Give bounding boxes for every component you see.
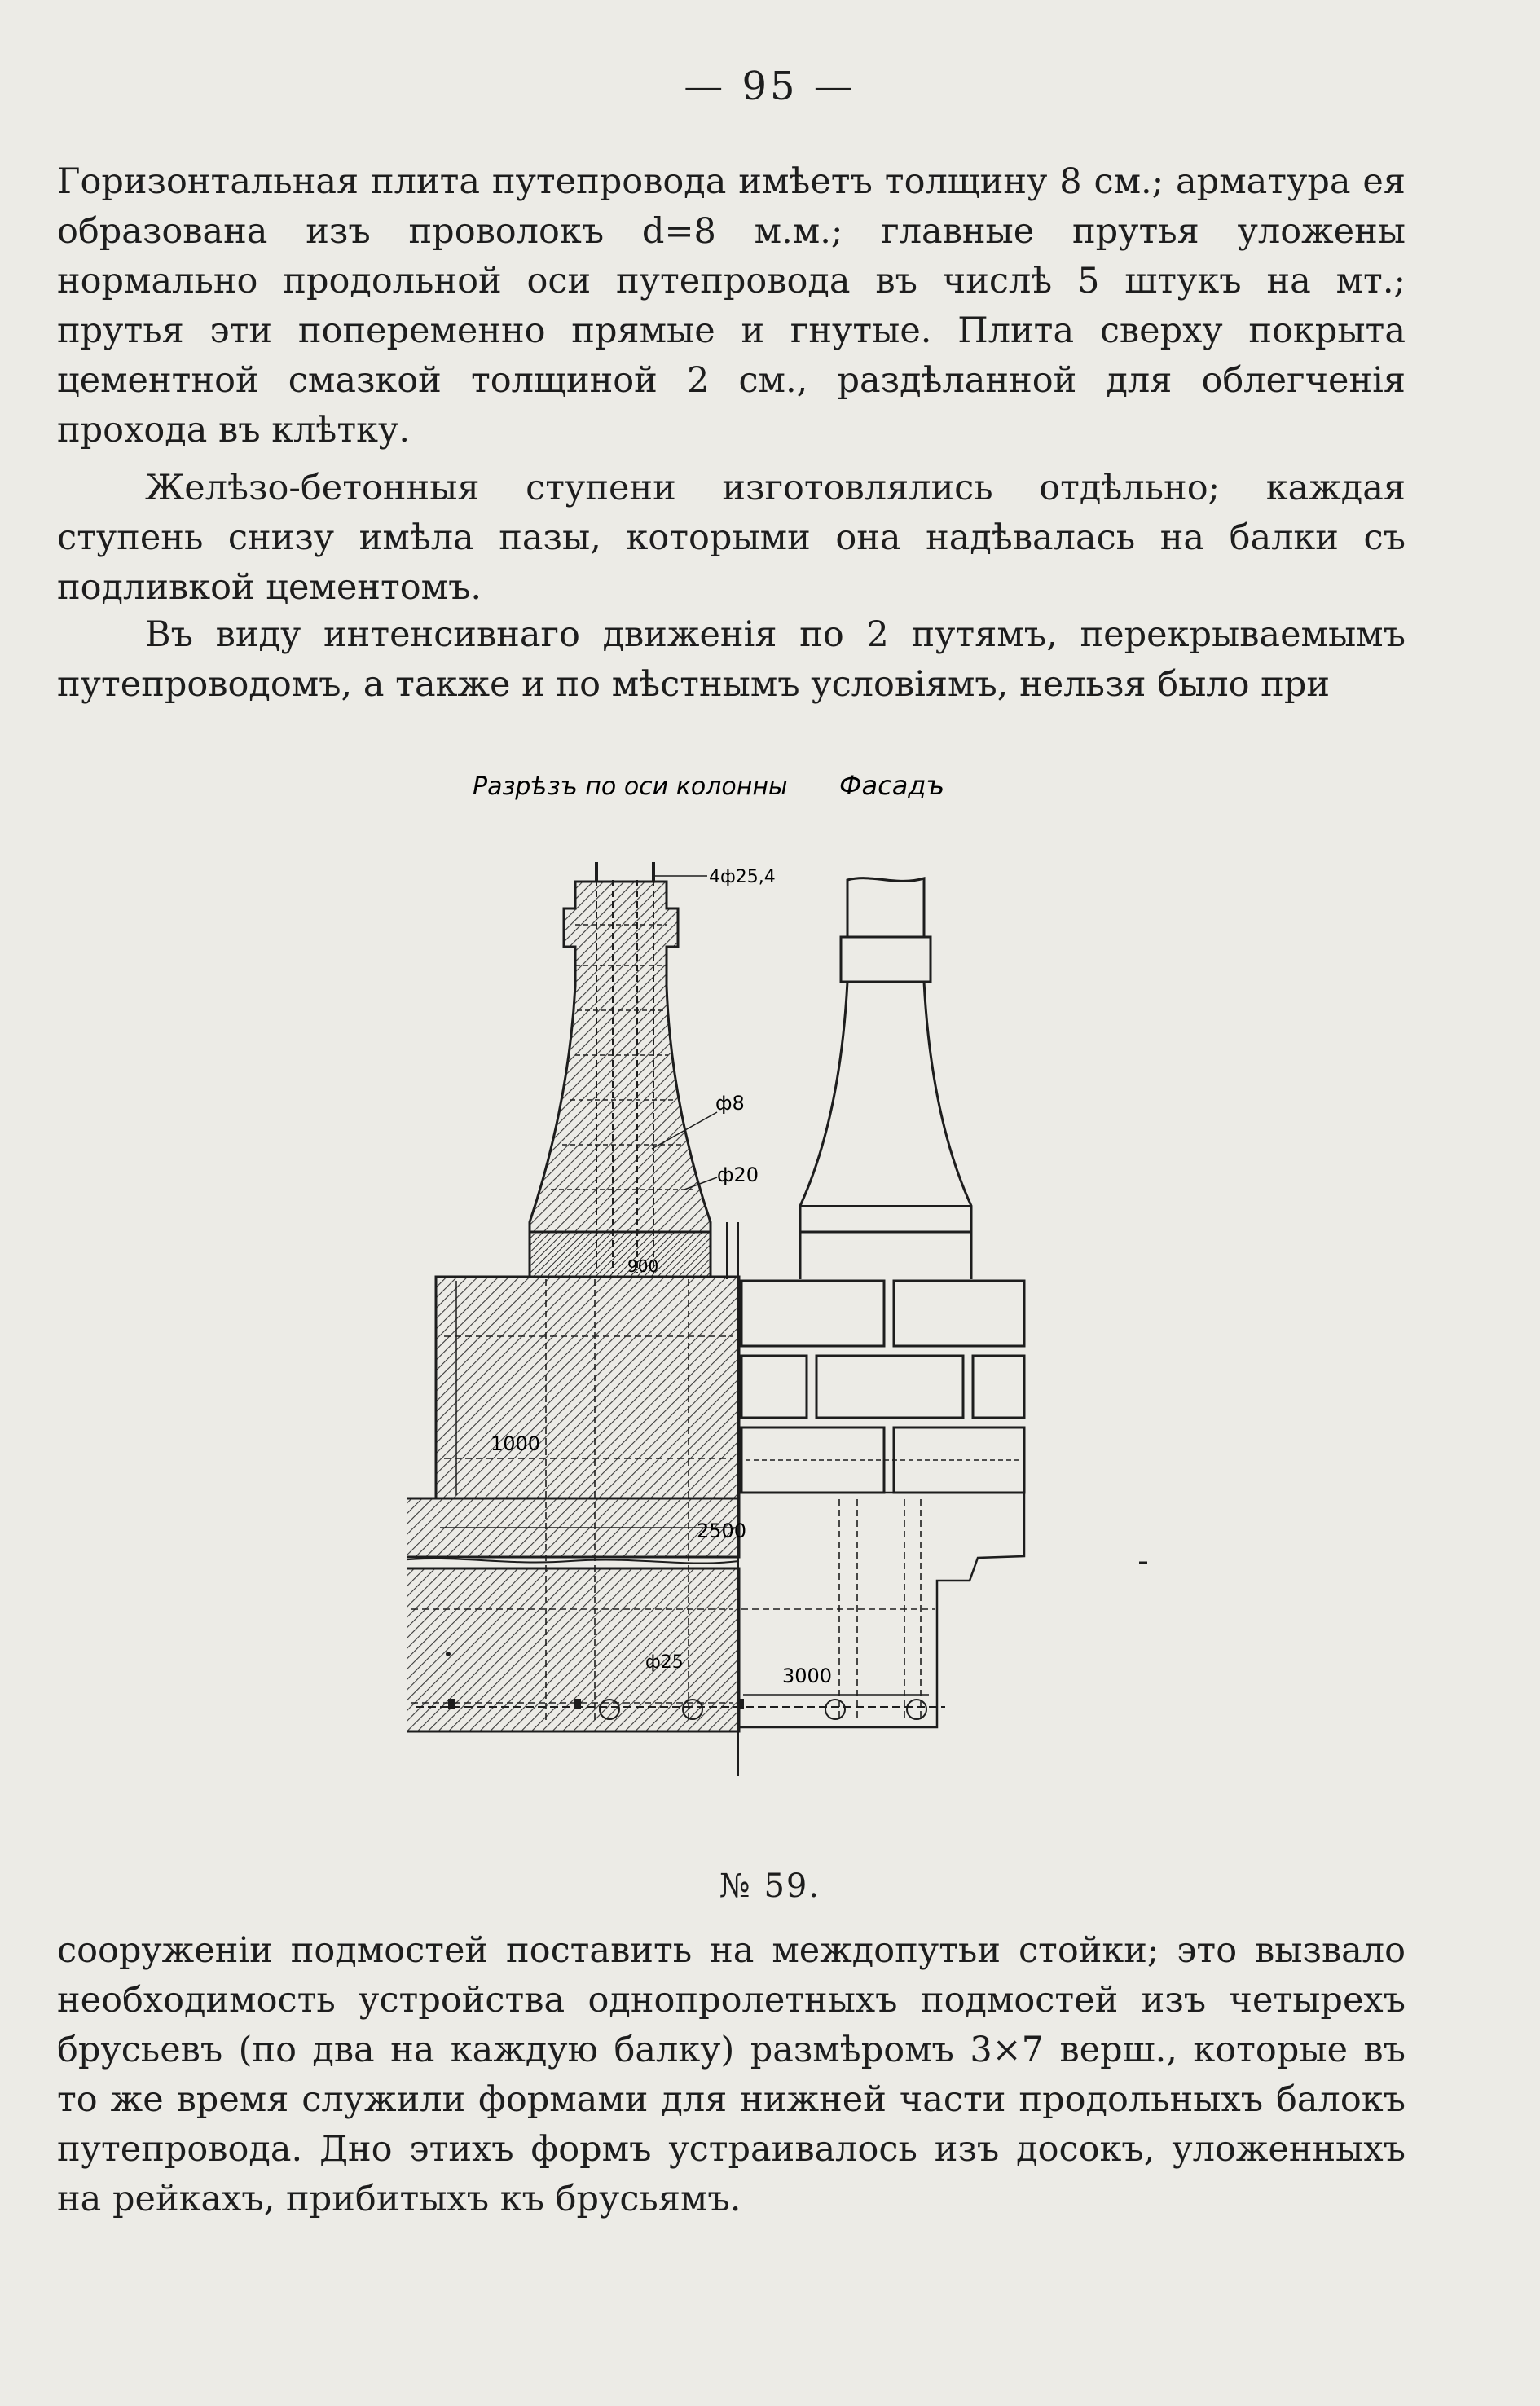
rebar-phi20-label: ф20 — [717, 1163, 759, 1186]
column-drawing-figure — [407, 766, 1222, 1858]
width-900-label: 900 — [627, 1256, 659, 1276]
width-3000-label: 3000 — [782, 1665, 833, 1687]
facade-caption: Фасадъ — [839, 770, 945, 801]
section-caption: Разрѣзъ по оси колонны — [473, 772, 788, 801]
rebar-phi25-label: ф25 — [645, 1652, 684, 1673]
paragraph-4: сооруженіи подмостей поставить на междопутьи стойки; это вызвало необходимость устройства однопролетныхъ подмостей изъ четырехъ брусьевъ (по два на каждую балку) размѣромъ 3×7 верш., которые въ то же время служили формами для нижней части продольныхъ балокъ путепровода. Дно этихъ формъ устраивалось изъ досокъ, уложенныхъ на рейкахъ, прибитыхъ къ брусьямъ. — [57, 1930, 1406, 2219]
facade-view — [739, 878, 1024, 1727]
height-1000-label: 1000 — [491, 1432, 541, 1455]
paragraph-2: Желѣзо-бетонныя ступени изготовлялись отдѣльно; каждая ступень снизу имѣла пазы, которыми она надѣвалась на балки съ подливкой цементомъ. — [57, 468, 1406, 608]
section-view — [407, 862, 739, 1776]
page-number: — 95 — — [684, 64, 856, 109]
column-drawing-svg — [407, 766, 1222, 1858]
paragraph-3: Въ виду интенсивнаго движенія по 2 путямъ, перекрываемымъ путепроводомъ, а также и по мѣстнымъ условіямъ, нельзя было при — [57, 614, 1406, 705]
rebar-top-label: 4ф25,4 — [709, 867, 776, 887]
width-2500-label: 2500 — [697, 1520, 747, 1542]
paragraph-1: Горизонтальная плита путепровода имѣетъ толщину 8 см.; арматура ея образована изъ проволокъ d=8 м.м.; главные прутья уложены нормально продольной оси путепровода въ числѣ 5 штукъ на мт.; прутья эти попеременно прямые и гнутые. Плита сверху покрыта цементной смазкой толщиной 2 см., раздѣланной для облегченія прохода въ клѣтку. — [57, 161, 1406, 451]
rebar-phi8-label: ф8 — [715, 1092, 745, 1115]
figure-number: № 59. — [719, 1867, 821, 1905]
